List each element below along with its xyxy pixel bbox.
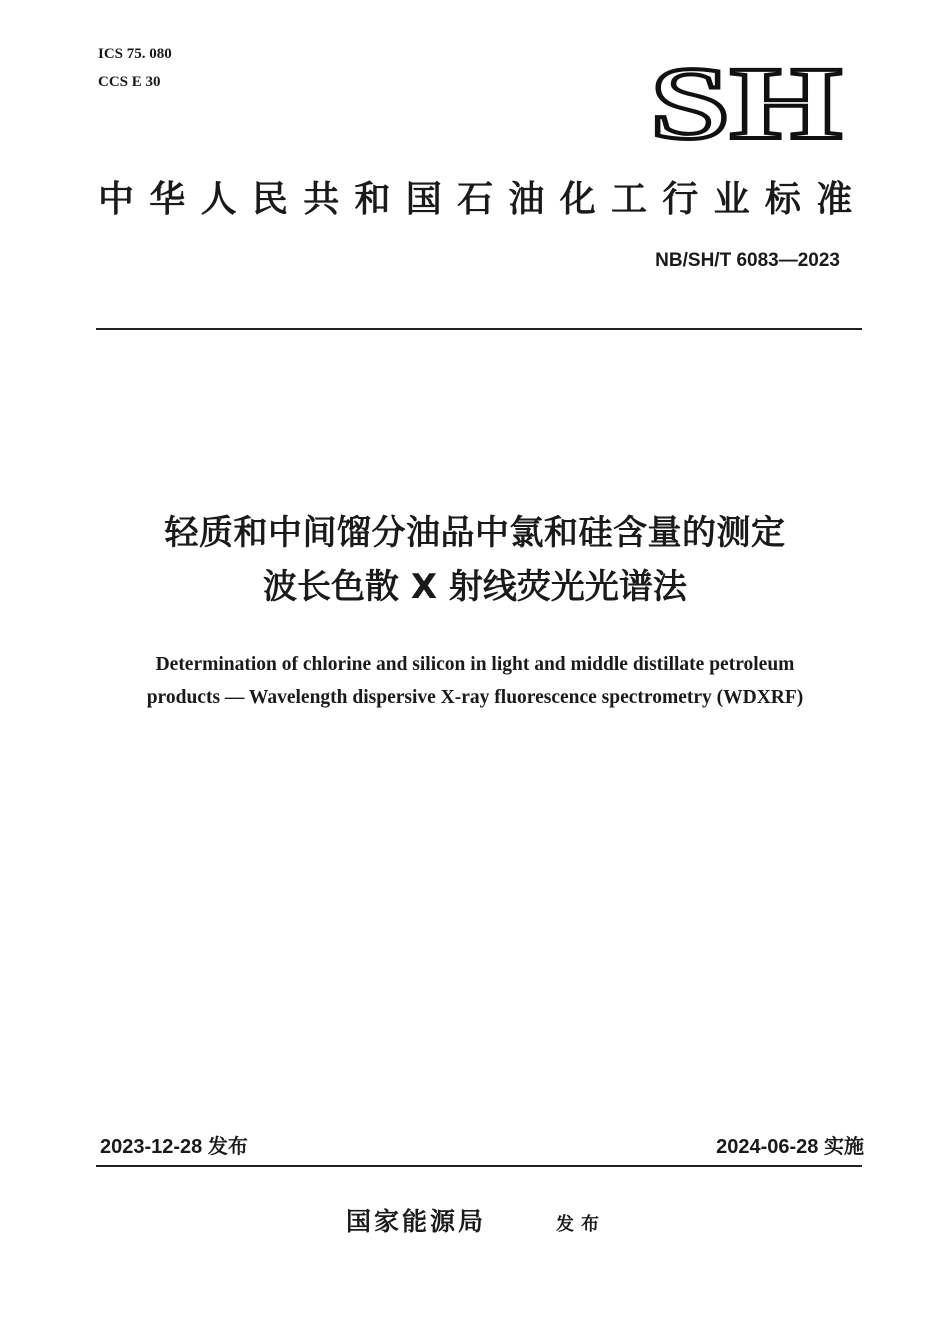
sh-logo-text: SH: [650, 58, 842, 148]
sh-logo: [648, 58, 844, 148]
standard-category-title: 中华人民共和国石油化工行业标准: [98, 179, 868, 220]
english-title-line-1: Determination of chlorine and silicon in light and middle distillate petroleum: [155, 654, 795, 675]
issue-date: 2023-12-28 发布: [100, 1136, 248, 1158]
publisher-name: 国家能源局: [346, 1207, 487, 1236]
ics-code: ICS 75. 080: [98, 46, 172, 62]
top-divider: [96, 328, 862, 330]
bottom-divider: [96, 1165, 862, 1167]
ccs-code: CCS E 30: [98, 74, 161, 90]
publish-label: 发布: [556, 1214, 606, 1235]
chinese-title-line-2: 波长色散 X 射线荧光光谱法: [263, 567, 687, 607]
implementation-date: 2024-06-28 实施: [716, 1136, 864, 1158]
english-title-line-2: products — Wavelength dispersive X-ray fluorescence spectrometry (WDXRF): [146, 687, 804, 708]
classification-codes: [98, 40, 172, 96]
chinese-title-line-1: 轻质和中间馏分油品中氯和硅含量的测定: [164, 513, 786, 553]
standard-number: NB/SH/T 6083—2023: [655, 250, 840, 271]
